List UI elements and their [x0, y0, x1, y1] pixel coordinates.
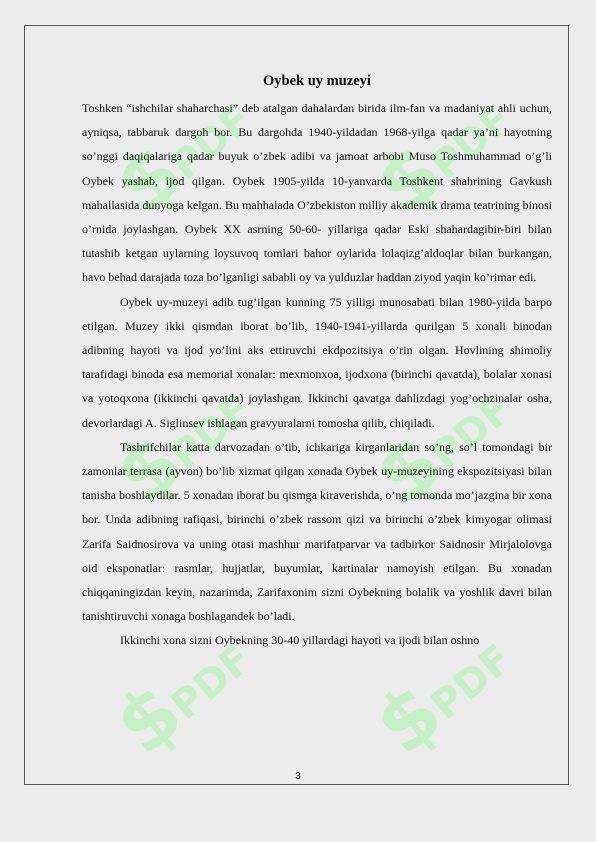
watermark-text: PDF — [422, 386, 521, 480]
watermark-text: PDF — [162, 96, 261, 190]
watermark-text: PDF — [422, 636, 521, 730]
svg-text:$: $ — [357, 125, 460, 233]
paragraph-4: Ikkinchi xona sizni Oybekning 30-40 yillardagi hayoti va ijodi bilan oshno — [120, 633, 480, 648]
document-body — [82, 72, 552, 653]
paragraph-3: Tashrifchilar katta darvozadan o’tib, ichkariga kirganlaridan so’ng, so’l tomondagi bir zamonlar terrasa (ayvon) bo’lib xizmat qilgan xonada Oybek uy-muzeyining ekspozitsiyasi bilan tanisha boshlaydilar. 5 xonadan iborat bu qismga kiraverishda, o’ng tomonda mo’jazgina bir xona bor. Unda adibning rafiqasi, birinchi o’zbek rassom qizi va birinchi o’zbek kimyogar olimasi Zarifa Saidnosirova va uning otasi mashhur marifatparvar va tadbirkor Saidnosir Mirjalolovga oid eksponatlar: rasmlar, hujjatlar, buyumlar, kartinalar namoyish etilgan. Bu xonadan chiqqaningizdan keyin, nazarimda, Zarifaxonim sizni Oybekning bolalik va yoshlik davri bilan tanishtiruvchi xonaga boshlagandek bo’ladi. — [82, 439, 552, 624]
svg-text:$: $ — [357, 665, 460, 773]
svg-text:$: $ — [357, 415, 460, 523]
svg-text:$: $ — [97, 665, 200, 773]
watermark-text: PDF — [162, 386, 261, 480]
paragraph-2: Oybek uy-muzeyi adib tug’ilgan kunning 75 yilligi munosabati bilan 1980-yilda barpo etilgan. Muzey ikki qismdan iborat bo’lib, 1940-1941-yillarda qurilgan 5 xonali binodan adibning hayoti va ijod yo’lini aks ettiruvchi ekdpozitsiya o’rin olgan. Hovlining shimoliy tarafidagi binoda esa memorial xonalar: mexmonxoa, ijodxona (birinchi qavatda), bolalar xonasi va yotoqxona (ikkinchi qavatda) joylashgan. Ikkinchi qavatga dahlizdagi yog’ochzinalar osha, devorlardagi A. Siglinsev ishlagan gravyuralarni tomosha qilib, chiqiladi. — [82, 294, 552, 430]
watermark-text: PDF — [422, 96, 521, 190]
page-number: 3 — [295, 771, 301, 782]
paragraph-1: Toshken “ishchilar shaharchasi” deb atalgan dahalardan birida ilm-fan va madaniyat ahli uchun, ayniqsa, tabbaruk dargoh bor. Bu dargohda 1940-yildadan 1968-yilga qadar ya’ni hayotning so’nggi daqiqalariga qadar buyuk o’zbek adibi va jamoat arbobi Muso Toshmuhammad o’g’li Oybek yashab, ijod qilgan. Oybek 1905-yilda 10-yanvarda Toshkent shahrining Gavkush mahallasida dunyoga kelgan. Bu mahhalada O’zbekiston milliy akademik drama teatrining binosi o’rnida joylashgan. Oybek XX asrning 50-60- yillariga qadar Eski shahardagibir-biri bilan tutashib ketgan uylarning loysuvoq tomlari bahor oylarida lolaqizg’aldoqlar bilan burkangan, havo behad darajada toza bo’lganligi sababli oy va yulduzlar haddan ziyod yaqin ko’rimar edi. — [82, 101, 552, 285]
svg-text:$: $ — [97, 415, 200, 523]
svg-text:$: $ — [97, 125, 200, 233]
watermark-text: PDF — [162, 636, 261, 730]
document-title: Oybek uy muzeyi — [263, 73, 371, 89]
